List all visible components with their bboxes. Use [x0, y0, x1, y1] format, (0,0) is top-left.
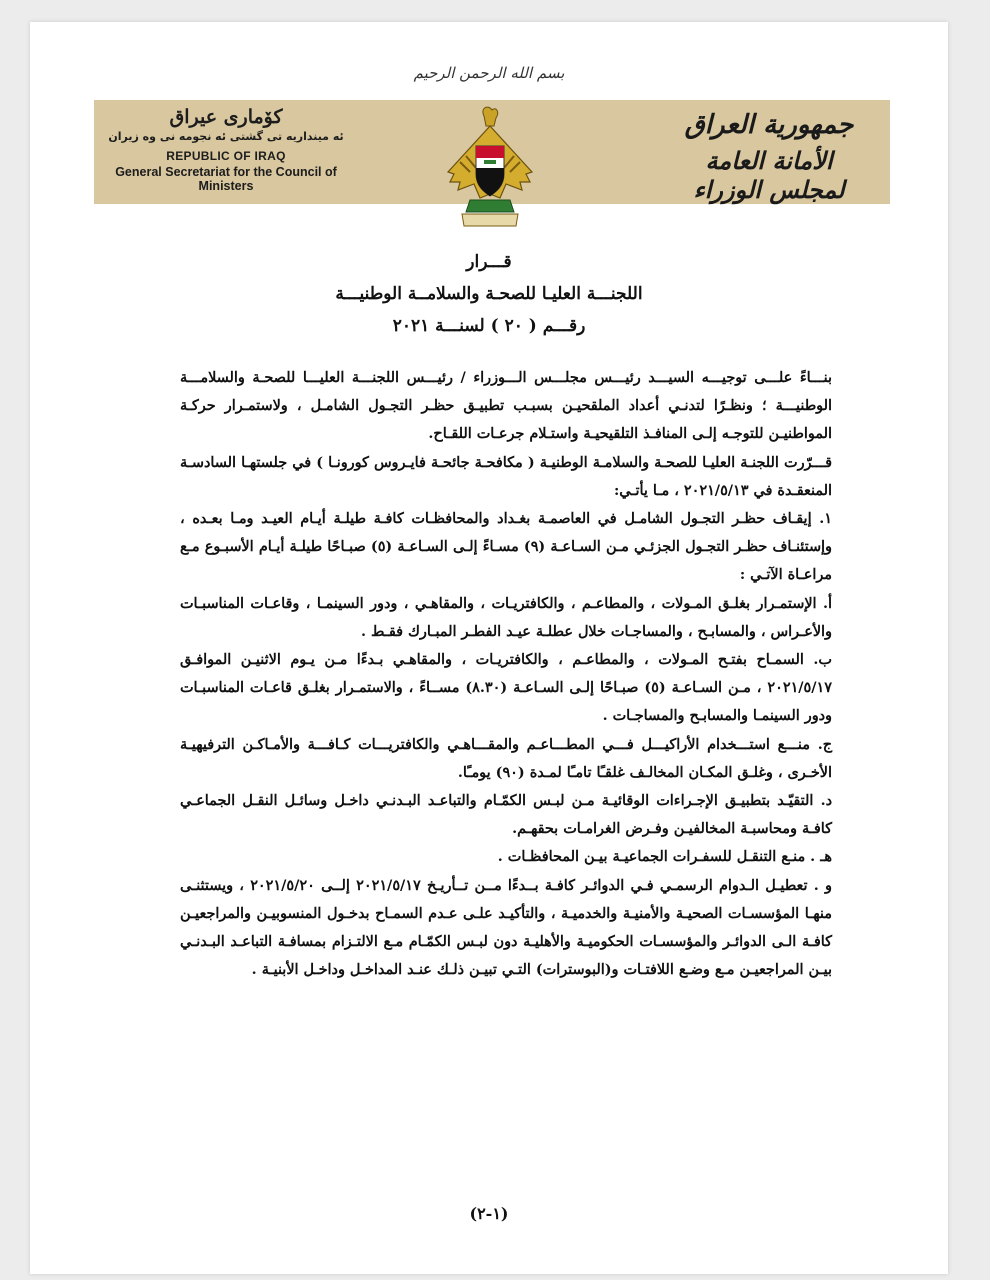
intro-paragraph: بنـــاءً علـــى توجيـــه السيـــد رئيـــس مجلـــس الـــوزراء / رئيـــس اللجنـــة العليـــا للصحـة والسلامـــة الوطنيـــة ؛ ونظـرًا لتدنـي أعداد الملقحيـن بسبـب تطبيـق حظـر التجـول الشامـل ، ولاستمـرار حركـة المواطنيـن للتوجـه إلـى المنافـذ التلقيحيـة واستـلام جرعـات اللقـاح.	[180, 369, 832, 443]
committee-name: اللجنـــة العليـا للصحـة والسلامــة الوطنيـــة	[335, 284, 643, 304]
letterhead-right	[664, 110, 874, 204]
basmala: بسم الله الرحمن الرحيم	[413, 64, 565, 82]
decision-heading: قـــرار	[466, 252, 512, 272]
item-1-label: ١.	[819, 510, 832, 528]
document-page	[30, 22, 948, 1274]
page-number: (١-٢)	[469, 1204, 509, 1223]
subitem-text: السمـاح بفتـح المـولات ، والمطاعـم ، والكافتريـات ، والمقاهـي بـدءًا مـن يـوم الاثنيـن الموافـق ٢٠٢١/٥/١٧ ، مـن السـاعـة (٥) صبـاحًا إلـى السـاعـة (٨.٣٠) مســاءً ، والاستمـرار بغلـق قاعـات المناسبـات ودور السينمـا والمسابـح والمساجـات .	[180, 651, 832, 725]
eagle-emblem-icon	[440, 102, 540, 232]
subitem-label: ب.	[813, 651, 832, 669]
english-subtitle: General Secretariat for the Council of Ministers	[115, 165, 337, 193]
subitem-a	[180, 590, 832, 646]
subitem-label: د.	[820, 792, 832, 810]
item-1	[180, 505, 832, 590]
subitem-text: التقيّـد بتطبيـق الإجـراءات الوقائيـة مـن لبـس الكمّـام والتباعـد البـدنـي داخـل وسائـل النقـل الجماعـي كافـة ومحاسبـة المخالفيـن وفـرض الغرامـات بحقهـم.	[180, 792, 832, 838]
kurdish-subtitle: ئه‌ مینداریه‌ تی گشتی ئه‌ نجومه‌ نی وه‌ زیران	[108, 130, 344, 143]
decision-title-block	[30, 252, 948, 336]
decided-paragraph: قـــرّرت اللجنـة العليـا للصحـة والسلامـة الوطنيـة ( مكافحـة جائحـة فايـروس كورونـا ) في جلستهـا السادسـة المنعقـدة في ٢٠٢١/٥/١٣ ، مـا يأتـي:	[180, 453, 832, 499]
subitem-label: أ.	[822, 594, 832, 612]
subitem-text: تعطيـل الـدوام الرسمـي فـي الدوائـر كافـة بــدءًا مــن تــأريـخ ٢٠٢١/٥/١٧ إلــى ٢٠٢١/٥/٢٠ ، ويستثنـى منهـا المؤسسـات الصحيـة والأمنيـة والخدميـة ، والتأكيـد علـى عـدم السمـاح بدخـول المنسوبيـن والمراجعيـن كافـة الـى الدوائـر والمؤسسـات الحكوميـة والأهليـة دون لبـس الكمّـام مـع الالتـزام بمسافـة التباعـد البـدنـي بيـن المراجعيـن مـع وضـع اللافتـات و(البوسترات) التـي تبيـن ذلـك عنـد المداخـل وداخـل الأبنيـة .	[180, 876, 832, 979]
english-title: REPUBLIC OF IRAQ	[166, 149, 286, 163]
letterhead-left	[106, 106, 346, 193]
subitem-f	[180, 872, 832, 985]
subitem-text: منـع التنقـل للسفـرات الجماعيـة بيـن المحافظـات .	[497, 848, 806, 866]
subitem-label: و .	[813, 876, 832, 894]
decision-number: رقـــم ( ٢٠ ) لسنـــة ٢٠٢١	[392, 316, 586, 336]
subitem-text: الإستمـرار بغلـق المـولات ، والمطاعـم ، والكافتريـات ، والمقاهـي ، ودور السينمـا ، وقاعـات المناسبـات والأعـراس ، والمسابـح ، والمساجـات خلال عطلـة عيـد الفطـر المبـارك فقـط .	[180, 594, 832, 640]
subitem-text: منـــع استـــخدام الأراكيـــل فـــي المطـــاعـم والمقـــاهـي والكافتريـــات كـافـــة والأمـاكـن الترفيهيـة الأخـرى ، وغلـق المكـان المخالـف غلقـًا تامـًا لمـدة (٩٠) يومـًا.	[180, 735, 832, 781]
subitem-e	[180, 843, 832, 871]
item-1-text: إيقـاف حظـر التجـول الشامـل في العاصمـة بغـداد والمحافظـات كافـة طيلـة أيـام العيـد ومـا بعـده ، وإستئنـاف حظـر التجـول الجزئـي مـن السـاعـة (٩) مسـاءً إلـى السـاعـة (٥) صبـاحًا طيلـة أيـام الأسبـوع مـع مراعـاة الآتـي :	[180, 510, 832, 584]
subitem-label: ج.	[817, 735, 833, 753]
subitem-label: هـ .	[810, 848, 832, 866]
arabic-subtitle: الأمانة العامة لمجلس الوزراء	[693, 146, 845, 204]
kurdish-title: كۆماری عیراق	[169, 106, 283, 128]
subitem-c	[180, 731, 832, 787]
arabic-title: جمهورية العراق	[684, 110, 854, 140]
subitem-b	[180, 646, 832, 731]
decision-body	[180, 364, 832, 984]
subitem-d	[180, 787, 832, 843]
